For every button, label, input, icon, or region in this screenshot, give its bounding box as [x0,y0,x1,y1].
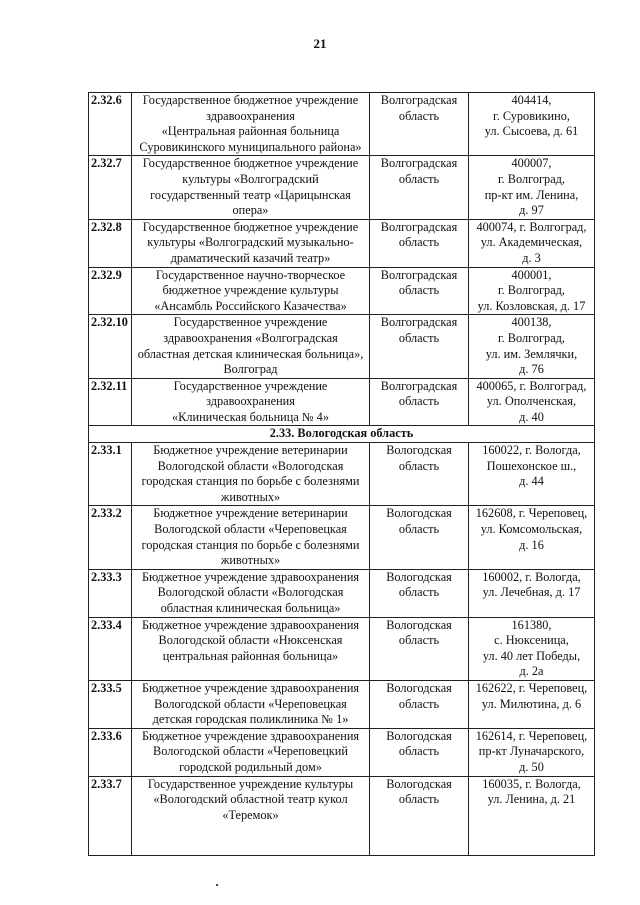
organization-name-cell [132,378,370,426]
postal-address-cell [469,378,595,426]
organization-name-line: городская станция по борьбе с болезнями [141,537,360,552]
organization-name-line: Бюджетное учреждение ветеринарии [153,506,348,521]
postal-address-line: 162614, г. Череповец, [475,728,588,743]
organization-name-line: культуры «Волгоградский музыкально- [147,235,354,250]
row-number: 2.33.3 [89,569,132,617]
postal-address-line: ул. Комсомольская, [480,522,583,537]
postal-address-line: 160035, г. Вологда, [482,776,581,791]
region-name-line: область [398,283,440,298]
postal-address-line: Пошехонское ш., [486,458,577,473]
organization-name-line: центральная районная больница» [162,648,339,663]
organization-name-line: Вологодской области «Череповецкая [154,522,347,537]
region-name-line: область [398,171,440,186]
postal-address-line: 400138, [511,315,552,330]
organization-name-line: Государственное учреждение культуры [147,776,354,791]
region-name-line: область [398,744,440,759]
postal-address-line: ул. Лечебная, д. 17 [482,585,581,600]
postal-address-cell [469,728,595,776]
region-name-cell [370,93,469,156]
table-row [89,680,595,728]
organization-name-cell [132,569,370,617]
organization-name-cell [132,776,370,855]
postal-address-line: 161380, [511,617,552,632]
organization-name-line: Вологодской области «Вологодская [157,458,344,473]
postal-address-cell [469,506,595,569]
row-number: 2.32.8 [89,219,132,267]
organization-name-line: Вологодской области «Череповецкая [154,696,347,711]
organization-name-line: здравоохранения [206,394,295,409]
page-number: 21 [313,36,327,51]
region-name-line: область [398,330,440,345]
table-row [89,776,595,855]
postal-address-line: д. 3 [522,250,541,265]
row-number: 2.32.7 [89,156,132,219]
organization-name-line: драматический казачий театр» [170,250,331,265]
region-name-line: Вологодская [386,728,452,743]
region-name-cell [370,776,469,855]
region-name-line: область [398,458,440,473]
organization-name-line: «Теремок» [222,807,279,822]
table-row [89,156,595,219]
organization-name-cell [132,93,370,156]
postal-address-cell [469,267,595,315]
table-row [89,443,595,506]
organization-name-cell [132,156,370,219]
region-name-line: область [398,394,440,409]
region-name-cell [370,156,469,219]
postal-address-line: д. 44 [519,474,544,489]
region-name-line: Вологодская [386,506,452,521]
organization-name-line: здравоохранения «Волгоградская [163,330,338,345]
postal-address-line: ул. Сысоева, д. 61 [484,124,579,139]
organization-name-line: Вологодской области «Череповецкий [153,744,348,759]
region-name-cell [370,680,469,728]
postal-address-line: д. 40 [519,409,544,424]
region-name-line: Вологодская [386,617,452,632]
postal-address-cell [469,443,595,506]
organization-name-line: Бюджетное учреждение здравоохранения [141,617,360,632]
region-name-cell [370,378,469,426]
organization-name-line: Суровикинского муниципального района» [139,139,362,154]
postal-address-line: г. Волгоград, [498,330,565,345]
organization-name-line: городская станция по борьбе с болезнями [141,474,360,489]
postal-address-cell [469,680,595,728]
table-row [89,617,595,680]
postal-address-cell [469,156,595,219]
organization-name-cell [132,617,370,680]
row-number: 2.32.10 [89,315,132,378]
organization-name-line: государственный театр «Царицынская [150,187,351,202]
region-name-line: область [398,108,440,123]
organization-name-line: Волгоград [223,362,278,377]
organization-name-cell [132,680,370,728]
region-name-cell [370,219,469,267]
organization-name-line: Бюджетное учреждение здравоохранения [141,569,360,584]
organization-name-line: Государственное учреждение [173,378,328,393]
registry-table-body [89,93,595,856]
organization-name-line: Государственное бюджетное учреждение [142,93,359,107]
organization-name-line: городской родильный дом» [179,759,322,774]
region-name-line: Волгоградская [380,93,458,107]
organization-name-cell [132,267,370,315]
region-name-line: Волгоградская [380,156,458,171]
postal-address-line: д. 2а [519,664,544,679]
postal-address-cell [469,569,595,617]
row-number: 2.33.5 [89,680,132,728]
organization-name-line: животных» [220,489,281,504]
organization-name-cell [132,315,370,378]
organization-name-line: опера» [232,203,269,218]
region-name-cell [370,506,469,569]
scan-speck [216,884,218,886]
region-name-line: Вологодская [386,680,452,695]
table-row [89,569,595,617]
row-number: 2.32.6 [89,93,132,156]
organization-name-cell [132,728,370,776]
organization-name-line: Вологодской области «Нюксенская [158,633,343,648]
organization-name-line: Бюджетное учреждение здравоохранения [141,680,360,695]
postal-address-line: д. 76 [519,362,544,377]
region-name-cell [370,267,469,315]
row-number: 2.33.6 [89,728,132,776]
region-name-line: область [398,585,440,600]
postal-address-line: г. Волгоград, [498,283,565,298]
table-row [89,267,595,315]
region-name-line: область [398,235,440,250]
organization-name-line: Вологодской области «Вологодская [157,585,344,600]
table-row [89,93,595,156]
region-name-line: Вологодская [386,776,452,791]
postal-address-line: д. 97 [519,203,544,218]
organization-name-cell [132,443,370,506]
postal-address-line: ул. Милютина, д. 6 [481,696,582,711]
organization-name-line: Государственное научно-творческое [155,267,346,282]
row-number: 2.33.7 [89,776,132,855]
table-row [89,506,595,569]
organization-name-line: «Клиническая больница № 4» [172,409,329,424]
row-number: 2.32.9 [89,267,132,315]
organization-name-line: бюджетное учреждение культуры [162,283,339,298]
postal-address-line: 160022, г. Вологда, [482,443,581,458]
organization-name-line: культуры «Волгоградский [182,171,319,186]
postal-address-line: 404414, [511,93,552,107]
organization-name-line: животных» [220,553,281,568]
postal-address-line: ул. Ополченская, [486,394,577,409]
postal-address-line: ул. Козловская, д. 17 [477,298,586,313]
postal-address-line: ул. Ленина, д. 21 [487,792,576,807]
organization-name-line: детская городская поликлиника № 1» [152,712,349,727]
region-name-cell [370,443,469,506]
postal-address-cell [469,776,595,855]
postal-address-line: 400007, [511,156,552,171]
row-number: 2.33.2 [89,506,132,569]
row-number: 2.33.1 [89,443,132,506]
postal-address-line: 400065, г. Волгоград, [476,378,587,393]
region-name-line: область [398,792,440,807]
region-name-line: Волгоградская [380,315,458,330]
organization-name-line: Государственное учреждение [173,315,328,330]
region-name-line: Волгоградская [380,378,458,393]
postal-address-line: д. 50 [519,759,544,774]
organization-name-line: здравоохранения [206,108,295,123]
postal-address-line: д. 16 [519,537,544,552]
postal-address-line: г. Суровикино, [493,108,570,123]
table-row [89,219,595,267]
organization-registry-table [88,92,595,856]
row-number: 2.33.4 [89,617,132,680]
postal-address-cell [469,315,595,378]
organization-name-line: Государственное бюджетное учреждение [142,219,359,234]
region-name-line: Вологодская [386,443,452,458]
region-name-line: Волгоградская [380,267,458,282]
region-name-cell [370,728,469,776]
region-name-cell [370,315,469,378]
postal-address-line: г. Волгоград, [498,171,565,186]
region-name-line: Волгоградская [380,219,458,234]
postal-address-line: пр-кт им. Ленина, [484,187,579,202]
postal-address-line: пр-кт Луначарского, [478,744,585,759]
organization-name-line: «Вологодский областной театр кукол [153,792,348,807]
region-name-line: Вологодская [386,569,452,584]
postal-address-cell [469,617,595,680]
section-title: 2.33. Вологодская область [89,426,595,443]
table-row [89,315,595,378]
organization-name-line: Государственное бюджетное учреждение [142,156,359,171]
region-name-cell [370,569,469,617]
postal-address-line: 160002, г. Вологда, [482,569,581,584]
organization-name-line: областная детская клиническая больница», [137,346,364,361]
table-row [89,378,595,426]
row-number: 2.32.11 [89,378,132,426]
organization-name-line: «Центральная районная больница [161,124,340,139]
postal-address-line: 162608, г. Череповец, [475,506,588,521]
table-row [89,728,595,776]
region-name-cell [370,617,469,680]
postal-address-line: ул. 40 лет Победы, [482,648,581,663]
postal-address-line: 400001, [511,267,552,282]
organization-name-line: областная клиническая больница» [160,601,341,615]
region-name-line: область [398,696,440,711]
postal-address-line: ул. им. Землячки, [485,346,578,361]
organization-name-cell [132,506,370,569]
postal-address-line: 400074, г. Волгоград, [476,219,587,234]
section-header-row [89,426,595,443]
postal-address-cell [469,93,595,156]
organization-name-cell [132,219,370,267]
postal-address-line: ул. Академическая, [480,235,583,250]
organization-name-line: Бюджетное учреждение здравоохранения [141,728,360,743]
postal-address-line: с. Нюксеница, [494,633,569,648]
postal-address-cell [469,219,595,267]
region-name-line: область [398,522,440,537]
region-name-line: область [398,633,440,648]
organization-name-line: «Ансамбль Российского Казачества» [154,298,347,313]
organization-name-line: Бюджетное учреждение ветеринарии [153,443,348,458]
postal-address-line: 162622, г. Череповец, [475,680,588,695]
